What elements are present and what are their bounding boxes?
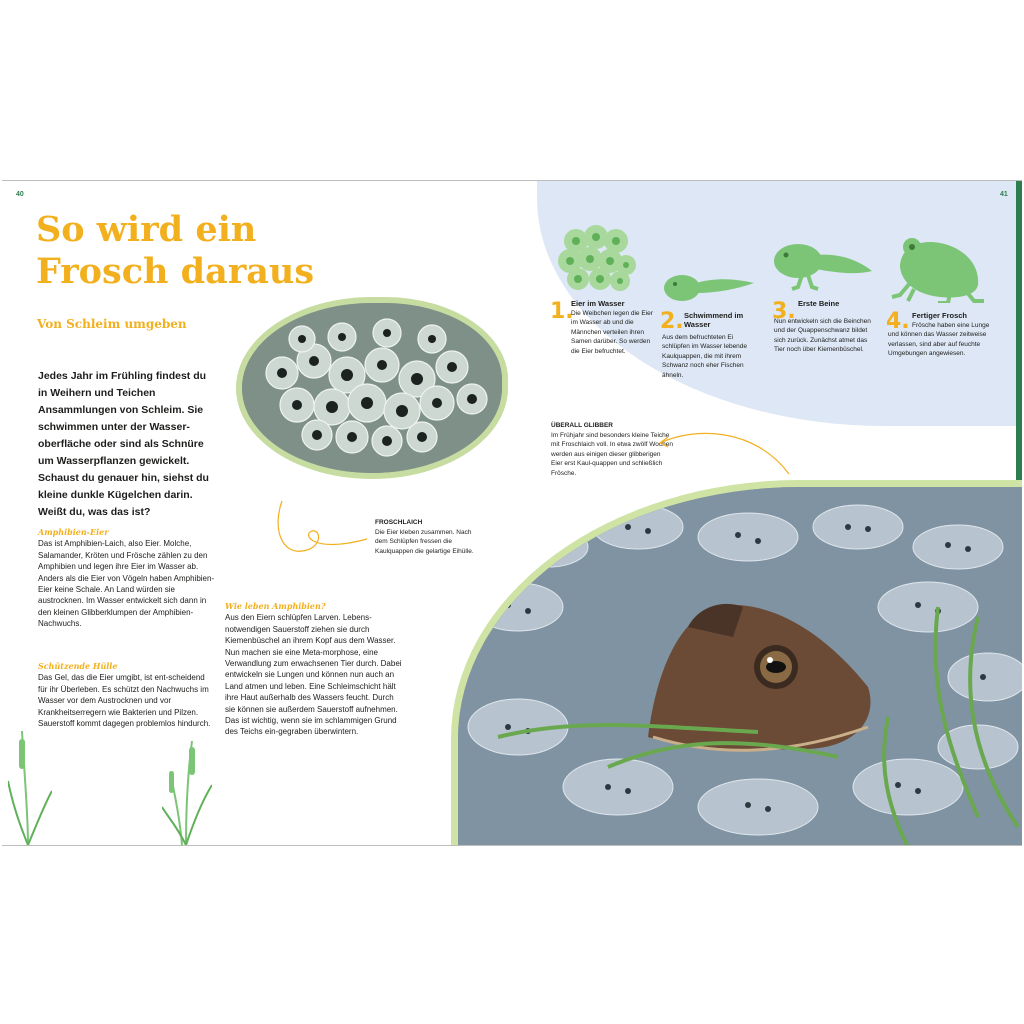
section-heading: Schützende Hülle [38, 661, 118, 671]
stage-title: Erste Beine [798, 299, 840, 308]
stage-text: Die Weibchen legen die Eier im Wasser ab und die Männchen verteilen ihren Samen darüber. So werden die Eier befruchtet. [571, 310, 653, 355]
page-number-right: 41 [1000, 191, 1008, 198]
tadpole-with-legs-icon [772, 241, 872, 291]
stage-title: Fertiger Frosch [912, 311, 968, 320]
stage-text: Aus dem befruchteten Ei schlüpfen im Wasser lebende Kaulquappen, die mit ihrem Schwanz noch eher Fischen ähneln. [662, 334, 748, 379]
page-title [36, 209, 356, 293]
section-schuetzende-huelle [38, 661, 216, 729]
caption-froschlaich [375, 518, 475, 556]
section-text: Das Gel, das die Eier umgibt, ist ent-scheidend für ihr Überleben. Es schützt den Nachwuchs im Wasser vor dem Austrocknen und vor Krankheitserregern wie Bakterien und Pilzen. Sauerstoff kommt dagegen problemlos hindurch. [38, 673, 211, 729]
stage-number: 2. [660, 309, 684, 334]
section-heading: Amphibien-Eier [38, 527, 109, 537]
caption-heading: FROSCHLAICH [375, 519, 423, 526]
caption-text: Im Frühjahr sind besonders kleine Teiche mit Froschlaich voll. In etwa zwölf Wochen werden aus einigen dieser glibberigen Eier erst Kaul-quappen und schließlich Frösche. [551, 431, 673, 477]
intro-paragraph: Jedes Jahr im Frühling findest du in Weihern und Teichen Ansammlungen von Schleim. Sie schwimmen unter der Wasser-oberfläche oder sind als Schnüre um Wasserpflanzen gewickelt. Schaust du genauer hin, siehst du kleine dunkle Kügelchen darin. Weißt du, was das ist? [38, 370, 209, 518]
title-line-1: So wird ein [36, 209, 257, 250]
stage-3-erste-beine [772, 221, 882, 381]
stage-text: Frösche haben eine Lunge und können das Wasser zeitweise verlassen, sind aber auf feuchte Umgebungen angewiesen. [888, 322, 990, 358]
frogspawn-illustration [242, 303, 502, 473]
section-text: Aus den Eiern schlüpfen Larven. Lebens-notwendigen Sauerstoff ziehen sie durch Kiemenbüschel an ihrem Kopf aus dem Wasser. Nun machen sie eine Meta-morphose, eine Verwandlung zum erwachsenen Tier durch. Dabei entwickeln sie Lungen und können nun auch an Land atmen und leben. Eine Schleimschicht hält ihre Haut außerhalb des Wassers feucht. Durch sie können sie außerdem Sauerstoff aufnehmen. Das ist wichtig, wenn sie im schlammigen Grund des Teichs ein-gegraben überwintern. [225, 613, 402, 737]
stage-text: Nun entwickeln sich die Beinchen und der Quappenschwanz bildet sich zurück. Zunächst atmet das Tier noch über Kiemenbüschel. [774, 318, 871, 354]
frog-photo-illustration [458, 487, 1022, 846]
frog-icon [890, 233, 986, 303]
stage-2-schwimmend [660, 221, 760, 391]
section-heading: Wie leben Amphibien? [225, 601, 326, 611]
caption-heading: ÜBERALL GLIBBER [551, 422, 613, 429]
book-spread [2, 180, 1022, 846]
stage-number: 3. [772, 299, 796, 324]
egg-cluster-icon [556, 221, 636, 293]
stage-title: Eier im Wasser [571, 299, 625, 308]
stage-1-eier-im-wasser [550, 221, 660, 381]
caption-text: Die Eier kleben zusammen. Nach dem Schlüpfen fressen die Kaulquappen die gelartige Eihülle. [375, 528, 474, 555]
title-line-2: Frosch daraus [36, 251, 315, 292]
frog-in-spawn-photo [458, 487, 1022, 846]
stage-number: 4. [886, 309, 910, 334]
frogspawn-photo [242, 303, 502, 473]
section-text: Das ist Amphibien-Laich, also Eier. Molche, Salamander, Kröten und Frösche zählen zu den Amphibien und legen ihre Eier im Wasser ab. Anders als die Eier von Vögeln haben Amphibien-Eier keine Schale. An Land würden sie austrocknen. Im Wasser entwickelt sich dann in den kleinen Glibberklumpen der Amphibien-Nachwuchs. [38, 539, 215, 629]
section-amphibien-eier [38, 527, 216, 630]
reed-plant-right [162, 741, 212, 845]
section-wie-leben-amphibien [225, 601, 403, 738]
reed-plant-left [8, 731, 52, 845]
stage-4-fertiger-frosch [886, 221, 996, 381]
page-number-left: 40 [16, 191, 24, 198]
stage-title: Schwimmend im Wasser [684, 311, 744, 329]
tadpole-icon [662, 273, 754, 303]
page-subtitle: Von Schleim umgeben [37, 317, 187, 331]
caption-pointer-arrow [272, 499, 372, 559]
glibber-pointer-arrow [654, 429, 794, 479]
stage-number: 1. [550, 299, 574, 324]
